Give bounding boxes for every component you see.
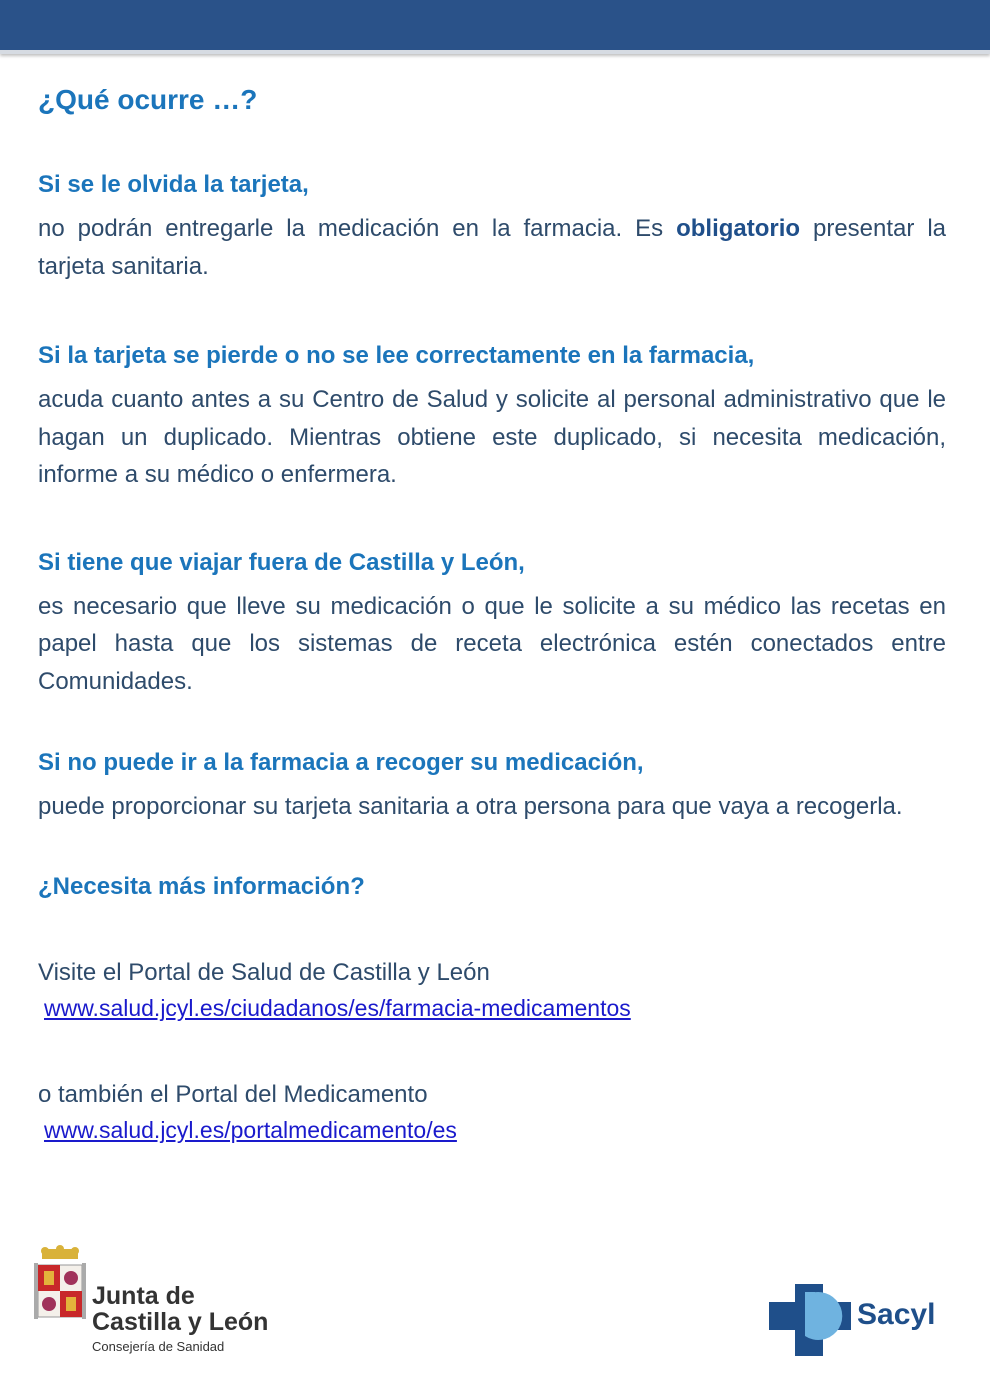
text-part: presentar la tarjeta sanitaria. (38, 215, 947, 280)
jcyl-text (92, 1283, 268, 1359)
sacyl-text: Sacyl (857, 1298, 936, 1331)
header-bar (0, 0, 990, 54)
section-text: acuda cuanto antes a su Centro de Salud y solicite al personal administrativo que le hagan un duplicado. Mientras obtiene este duplicado, si necesita medicación, informe a su médico o enfermera. (38, 386, 946, 488)
jcyl-line1: Junta de (92, 1282, 195, 1310)
section-heading: Si la tarjeta se pierde o no se lee correctamente en la farmacia, (38, 342, 755, 369)
document-content (38, 78, 946, 1146)
section-heading: Si tiene que viajar fuera de Castilla y León, (38, 548, 525, 576)
section-text: puede proporcionar su tarjeta sanitaria a otra persona para que vaya a recogerla. (38, 793, 903, 820)
portal-medicamento-text: o también el Portal del Medicamento (38, 1080, 428, 1108)
section-travel (38, 544, 946, 701)
jcyl-logo (30, 1245, 310, 1363)
sacyl-logo (765, 1268, 955, 1360)
bold-text: obligatorio (676, 215, 801, 242)
section-text: es necesario que lleve su medicación o que le solicite a su médico las recetas en papel hasta que los sistemas de receta electrónica estén conectados entre Comunidades. (38, 592, 946, 695)
jcyl-line2: Castilla y León (92, 1308, 269, 1336)
text-part: no podrán entregarle la medicación en la farmacia. Es (38, 215, 677, 242)
coat-of-arms-icon (30, 1245, 90, 1363)
jcyl-line3: Consejería de Sanidad (92, 1339, 225, 1354)
portal-salud-link[interactable]: www.salud.jcyl.es/ciudadanos/es/farmacia-medicamentos (44, 994, 631, 1021)
sacyl-cross-icon (765, 1268, 855, 1360)
portal-salud-text: Visite el Portal de Salud de Castilla y León (38, 958, 490, 986)
info-heading: ¿Necesita más información? (38, 872, 365, 900)
section-text (38, 210, 946, 285)
page-title: ¿Qué ocurre …? (38, 84, 258, 115)
section-forgotten-card (38, 166, 946, 285)
portal-medicamento-link[interactable]: www.salud.jcyl.es/portalmedicamento/es (44, 1116, 457, 1143)
section-heading: Si se le olvida la tarjeta, (38, 171, 309, 198)
section-lost-card (38, 337, 946, 494)
section-pickup (38, 744, 946, 826)
section-heading: Si no puede ir a la farmacia a recoger su medicación, (38, 749, 644, 776)
